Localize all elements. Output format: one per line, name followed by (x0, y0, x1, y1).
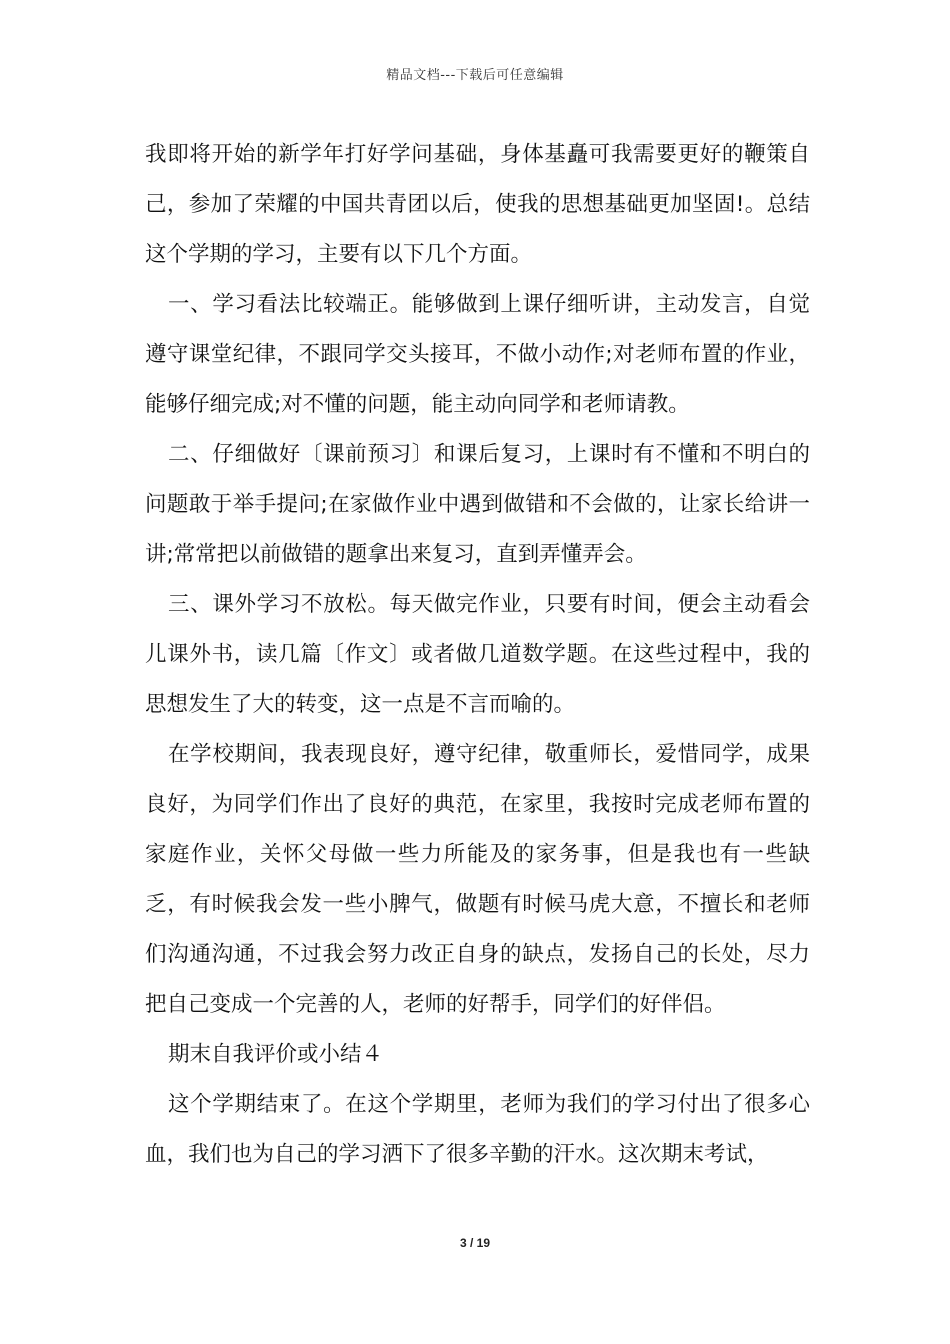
paragraph-intro: 我即将开始的新学年打好学问基础，身体基矗可我需要更好的鞭策自己，参加了荣耀的中国共青团以后，使我的思想基础更加坚固!。总结这个学期的学习，主要有以下几个方面。 (145, 142, 810, 267)
paragraph-point-two: 二、仔细做好〔课前预习〕和课后复习，上课时有不懂和不明白的问题敢于举手提问;在家做作业中遇到做错和不会做的，让家长给讲一讲;常常把以前做错的题拿出来复习，直到弄懂弄会。 (145, 442, 810, 567)
page-number: 3 / 19 (459, 1236, 491, 1250)
paragraph-point-one: 一、学习看法比较端正。能够做到上课仔细听讲，主动发言，自觉遵守课堂纪律，不跟同学交头接耳，不做小动作;对老师布置的作业，能够仔细完成;对不懂的问题，能主动向同学和老师请教。 (145, 292, 810, 417)
paragraph-school-behavior: 在学校期间，我表现良好，遵守纪律，敬重师长，爱惜同学，成果良好，为同学们作出了良好的典范，在家里，我按时完成老师布置的家庭作业，关怀父母做一些力所能及的家务事，但是我也有一些缺乏，有时候我会发一些小脾气，做题有时候马虎大意，不擅长和老师们沟通沟通，不过我会努力改正自身的缺点，发扬自己的长处，尽力把自己变成一个完善的人，老师的好帮手，同学们的好伴侣。 (145, 742, 810, 1017)
paragraph-point-three: 三、课外学习不放松。每天做完作业，只要有时间，便会主动看会儿课外书，读几篇〔作文〕或者做几道数学题。在这些过程中，我的思想发生了大的转变，这一点是不言而喻的。 (145, 592, 810, 717)
section-heading: 期末自我评价或小结４ (168, 1042, 384, 1067)
document-body (145, 130, 810, 1180)
paragraph-term-end: 这个学期结束了。在这个学期里，老师为我们的学习付出了很多心血，我们也为自己的学习洒下了很多辛勤的汗水。这次期末考试， (145, 1092, 810, 1167)
page-header: 精品文档---下载后可任意编辑 (386, 68, 564, 83)
